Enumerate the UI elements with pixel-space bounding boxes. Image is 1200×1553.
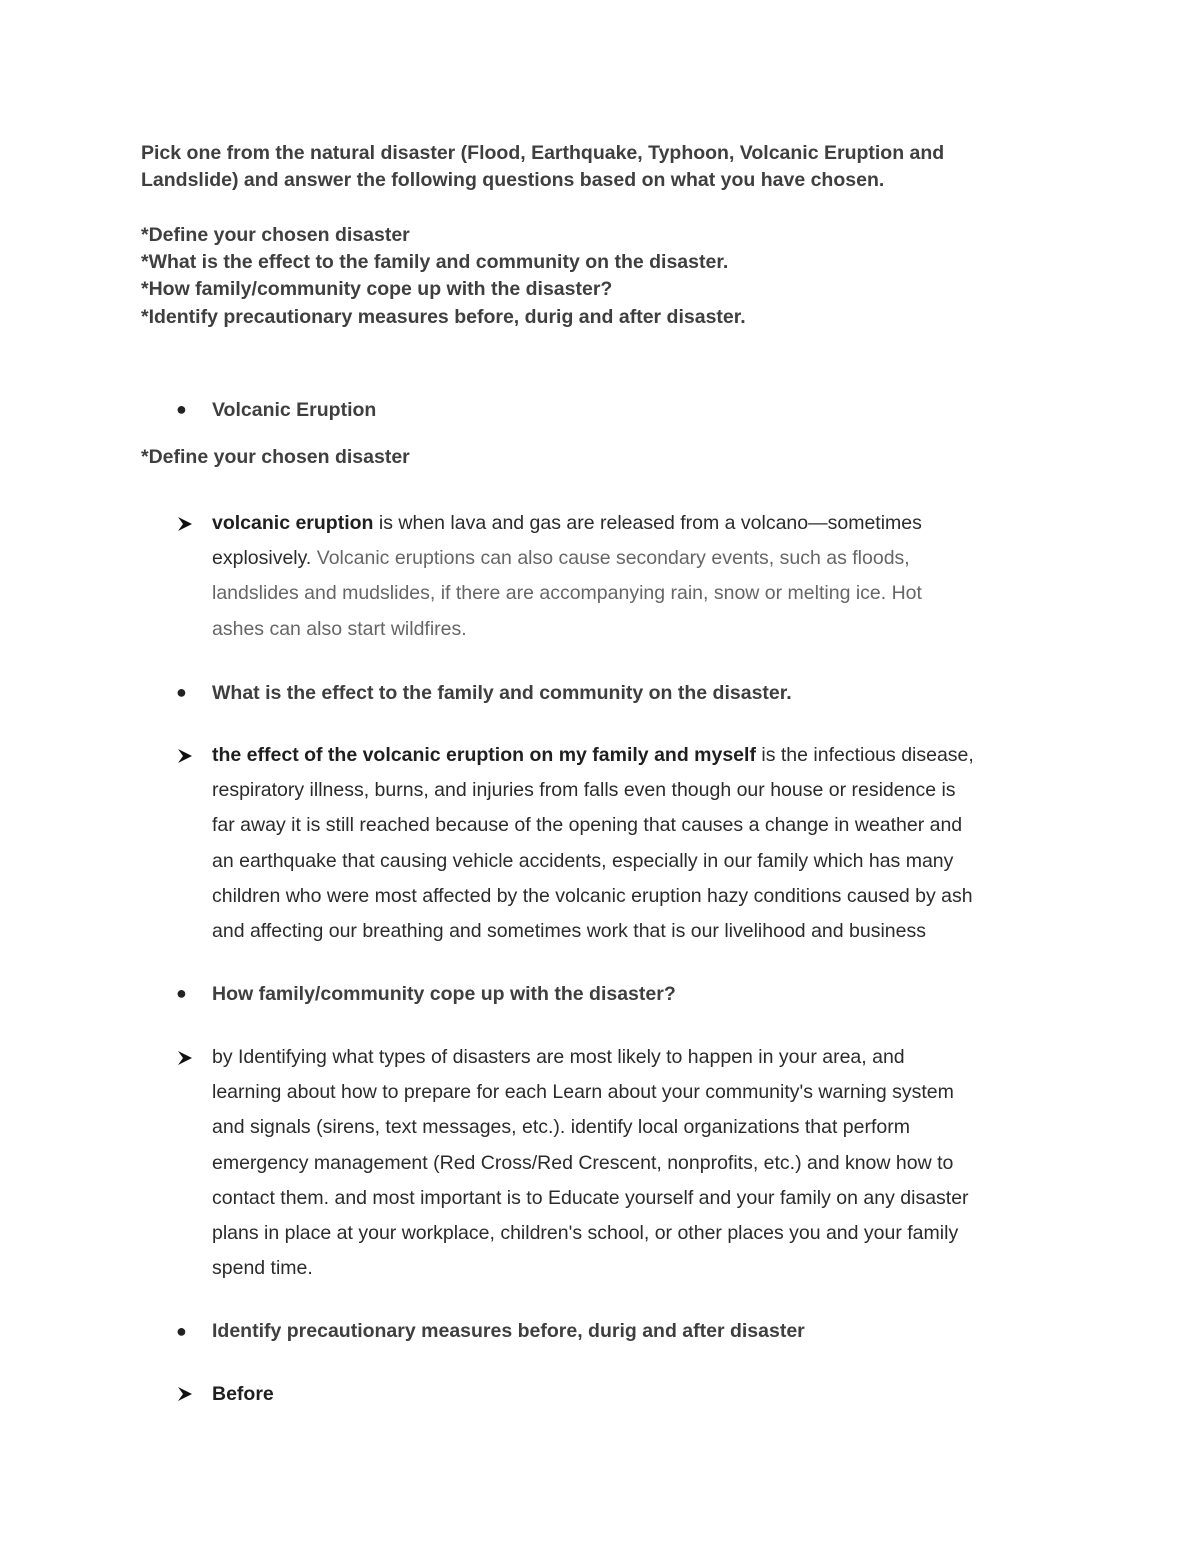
bullet-icon: ● bbox=[176, 1321, 187, 1341]
effect-line-1: is the infectious disease, bbox=[755, 744, 974, 766]
question-cope: *How family/community cope up with the disaster? bbox=[141, 278, 613, 300]
effect-line-3: far away it is still reached because of the opening that causes a change in weather and bbox=[212, 814, 963, 837]
precaution-heading: Identify precautionary measures before, durig and after disaster bbox=[212, 1320, 805, 1342]
effect-heading: What is the effect to the family and community on the disaster. bbox=[212, 682, 792, 704]
before-label: Before bbox=[212, 1383, 274, 1405]
effect-line-4: an earthquake that causing vehicle accidents, especially in our family which has many bbox=[212, 849, 954, 872]
effect-line-5: children who were most affected by the volcanic eruption hazy conditions caused by ash bbox=[212, 884, 973, 907]
effect-line-6: and affecting our breathing and sometimes work that is our livelihood and business bbox=[212, 920, 926, 943]
question-precaution: *Identify precautionary measures before, durig and after disaster. bbox=[141, 306, 746, 328]
definition-line-1: is when lava and gas are released from a volcano—sometimes bbox=[373, 512, 922, 534]
arrow-bullet-icon bbox=[176, 516, 194, 532]
bullet-icon: ● bbox=[176, 682, 187, 702]
arrow-bullet-icon bbox=[176, 748, 194, 764]
cope-line-5: contact them. and most important is to Educate yourself and your family on any disaster bbox=[212, 1186, 969, 1209]
arrow-bullet-icon bbox=[176, 1050, 194, 1066]
bullet-icon: ● bbox=[176, 983, 187, 1003]
cope-line-3: and signals (sirens, text messages, etc.). identify local organizations that perform bbox=[212, 1116, 910, 1139]
cope-line-2: learning about how to prepare for each Learn about your community's warning system bbox=[212, 1081, 954, 1104]
definition-term: volcanic eruption bbox=[212, 512, 374, 534]
cope-line-1: by Identifying what types of disasters are most likely to happen in your area, and bbox=[212, 1046, 905, 1068]
definition-line-4: ashes can also start wildfires. bbox=[212, 617, 467, 640]
effect-line-2: respiratory illness, burns, and injuries from falls even though our house or residence is bbox=[212, 779, 956, 802]
intro-line-1: Pick one from the natural disaster (Flood, Earthquake, Typhoon, Volcanic Eruption and bbox=[141, 142, 945, 164]
intro-line-2: Landslide) and answer the following questions based on what you have chosen. bbox=[141, 169, 885, 191]
chosen-disaster: Volcanic Eruption bbox=[212, 399, 377, 421]
cope-paragraph bbox=[212, 1040, 1072, 1286]
effect-lead: the effect of the volcanic eruption on my family and myself bbox=[212, 744, 756, 766]
question-effect: *What is the effect to the family and community on the disaster. bbox=[141, 251, 729, 273]
define-heading: *Define your chosen disaster bbox=[141, 446, 410, 468]
effect-paragraph bbox=[212, 738, 1072, 949]
cope-line-4: emergency management (Red Cross/Red Crescent, nonprofits, etc.) and know how to bbox=[212, 1151, 954, 1174]
definition-paragraph bbox=[212, 506, 1072, 647]
definition-line-2a: explosively. bbox=[212, 547, 312, 570]
definition-line-3: landslides and mudslides, if there are accompanying rain, snow or melting ice. Hot bbox=[212, 582, 922, 605]
definition-line-2b: Volcanic eruptions can also cause secondary events, such as floods, bbox=[311, 547, 910, 570]
bullet-icon: ● bbox=[176, 399, 187, 419]
question-define: *Define your chosen disaster bbox=[141, 224, 410, 246]
cope-line-6: plans in place at your workplace, children's school, or other places you and your family bbox=[212, 1222, 959, 1245]
arrow-bullet-icon bbox=[176, 1386, 194, 1402]
cope-heading: How family/community cope up with the disaster? bbox=[212, 983, 676, 1005]
cope-line-7: spend time. bbox=[212, 1257, 313, 1280]
